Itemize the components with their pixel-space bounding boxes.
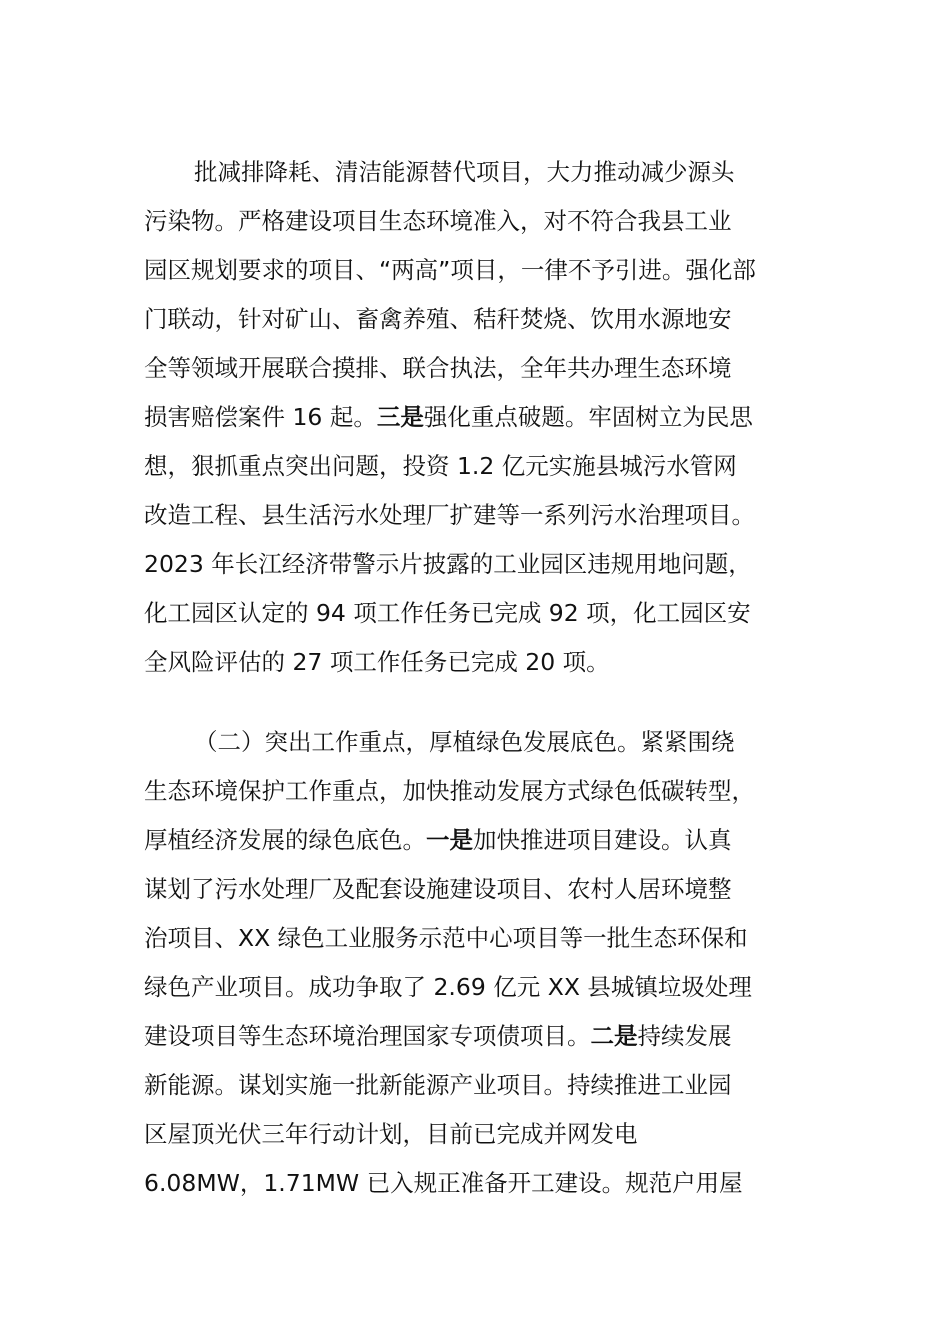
text-span: 建设项目等生态环境治理国家专项债项目。	[144, 1022, 591, 1050]
bold-lead-in: 三是	[376, 403, 424, 431]
text-line	[144, 393, 824, 442]
text-line: 园区规划要求的项目、“两高”项目，一律不予引进。强化部	[144, 256, 756, 284]
text-span: 持续发展	[637, 1022, 732, 1050]
text-line: 谋划了污水处理厂及配套设施建设项目、农村人居环境整	[144, 875, 732, 903]
text-line: 新能源。谋划实施一批新能源产业项目。持续推进工业园	[144, 1071, 732, 1099]
text-span: 加快推进项目建设。认真	[473, 826, 732, 854]
text-line: 2023 年长江经济带警示片披露的工业园区违规用地问题，	[144, 550, 752, 578]
text-line: 改造工程、县生活污水处理厂扩建等一系列污水治理项目。	[144, 501, 755, 529]
bold-lead-in: 一是	[426, 826, 473, 854]
text-line: 生态环境保护工作重点，加快推动发展方式绿色低碳转型，	[144, 777, 755, 805]
text-line: 治项目、XX 绿色工业服务示范中心项目等一批生态环保和	[144, 924, 748, 952]
text-line	[144, 816, 824, 865]
text-line: 绿色产业项目。成功争取了 2.69 亿元 XX 县城镇垃圾处理	[144, 973, 752, 1001]
text-line: 污染物。严格建设项目生态环境准入，对不符合我县工业	[144, 207, 732, 235]
text-span: 强化重点破题。牢固树立为民思	[423, 403, 753, 431]
text-line: 批减排降耗、清洁能源替代项目，大力推动减少源头	[194, 158, 735, 186]
paragraph-1	[144, 148, 824, 687]
text-line: 化工园区认定的 94 项工作任务已完成 92 项，化工园区安	[144, 599, 751, 627]
text-line: 想，狠抓重点突出问题，投资 1.2 亿元实施县城污水管网	[144, 452, 737, 480]
text-line: 6.08MW，1.71MW 已入规正准备开工建设。规范户用屋	[144, 1169, 743, 1197]
text-line: 全等领域开展联合摸排、联合执法，全年共办理生态环境	[144, 354, 732, 382]
text-span: 损害赔偿案件 16 起。	[144, 403, 377, 431]
text-line	[144, 1012, 824, 1061]
text-line: 门联动，针对矿山、畜禽养殖、秸秆焚烧、饮用水源地安	[144, 305, 732, 333]
paragraph-2	[144, 718, 824, 1208]
section-heading-line: （二）突出工作重点，厚植绿色发展底色。紧紧围绕	[194, 728, 735, 756]
text-line: 全风险评估的 27 项工作任务已完成 20 项。	[144, 648, 610, 676]
text-span: 厚植经济发展的绿色底色。	[144, 826, 426, 854]
text-line: 区屋顶光伏三年行动计划，目前已完成并网发电	[144, 1120, 638, 1148]
bold-lead-in: 二是	[590, 1022, 638, 1050]
